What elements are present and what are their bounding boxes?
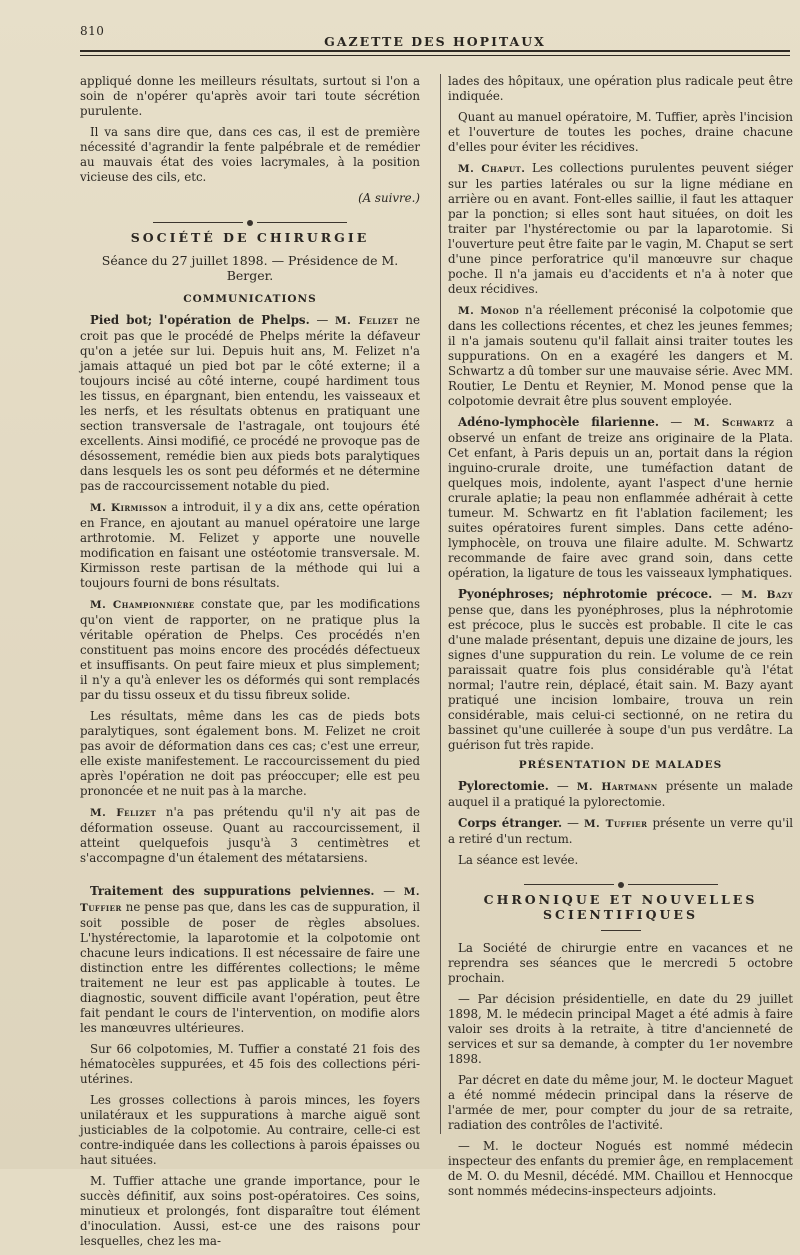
article-heading: Traitement des suppurations pelviennes. bbox=[90, 884, 375, 898]
article-text: n'a pas prétendu qu'il n'y ait pas de déformation osseuse. Quant au raccourcissement, il atteint quelquefois jusqu'à 3 centimètres et s'accompagne d'un étalement des métatarsiens. bbox=[80, 805, 421, 865]
journal-title: GAZETTE DES HOPITAUX bbox=[324, 34, 546, 49]
article-paragraph bbox=[80, 500, 420, 591]
article-text: présente un malade auquel il a pratiqué la pylorectomie. bbox=[448, 779, 794, 809]
article-text: pense que, dans les pyonéphroses, plus la néphrotomie est précoce, plus le succès est probable. Il cite le cas d'une malade présentant, depuis une dizaine de jours, les signes d'une suppuration du rein. Le volume de ce rein paraissait quatre fois plus considérable qu'à l'état normal; l'autre rein, déplacé, était sain. M. Bazy ayant pratiqué une incision lombaire, trouva un rein considérable, mais celui-ci sectionné, on ne retira du bassinet qu'une cuillerée à soupe d'un pus verdâtre. La guérison fut très rapide. bbox=[448, 603, 793, 752]
author-name: M. Monod bbox=[458, 305, 520, 317]
article-text: a introduit, il y a dix ans, cette opération en France, en ajoutant au manuel opératoire une large arthrotomie. M. Felizet y apporte une nouvelle modification en faisant une ostéotomie transversale. M. Kirmisson reste partisan de la méthode qui lui a toujours fourni de bons résultats. bbox=[80, 500, 420, 590]
paragraph: Les résultats, même dans les cas de pieds bots paralytiques, sont également bons. M. Felizet ne croit pas avoir de déformation dans ces cas; c'est une erreur, elle existe manifestement. Le raccourcissement du pied après l'opération ne doit pas préoccuper; elle est peu prononcée et ne nuit pas à la marche. bbox=[80, 709, 420, 798]
page-number: 810 bbox=[80, 24, 105, 38]
article-text: présente un verre qu'il a retiré d'un rectum. bbox=[448, 816, 794, 846]
article-text: n'a réellement préconisé la colpotomie que dans les collections récentes, et chez les jeunes femmes; il n'a jamais soutenu qu'il fallait ainsi traiter toutes les suppurations. On en a exagéré les dangers et M. Schwartz a dû tomber sur une mauvaise série. Avec MM. Routier, Le Dentu et Reynier, M. Monod pense que la colpotomie devrait être plus souvent employée. bbox=[448, 303, 793, 408]
page-header bbox=[80, 24, 790, 64]
author-name: M. Kirmisson bbox=[90, 502, 168, 514]
article-paragraph: Adéno-lymphocèle filarienne. — M. Schwartz a observé un enfant de treize ans originaire de la Plata. Cet enfant, à Paris depuis un an, portait dans la région inguino-crurale droite, une tuméfaction datant de quelques mois, indolente, ayant l'aspect d'une hernie crurale aplatie; la peau non enflammée adhérait à cette tumeur. M. Schwartz en fit l'ablation facilement; les suites opératoires furent simples. Dans cette adéno-lymphocèle, on trouva une filaire adulte. M. Schwartz recommande de faire avec grand soin, dans cette opération, la ligature de tous les vaisseaux lymphatiques. bbox=[448, 415, 794, 580]
author-name: M. Chaput. bbox=[458, 163, 526, 175]
to-be-continued: (A suivre.) bbox=[358, 191, 420, 205]
article-text: Les collections purulentes peuvent siéger sur les parties latérales ou sur la ligne médiane en arrière ou en avant. Font-elles saillie, il faut les attaquer par la ponction; si elles sont haut situées, on doit les traiter par l'hystérectomie ou par la laparotomie. Si l'ouverture peut être faite par le vagin, M. Chaput se sert d'une pince perforatrice qu'il manœuvre sur chaque poche. Il n'a jamais eu d'accidents et n'a à noter que deux récidives. bbox=[448, 161, 794, 296]
article-heading: Adéno-lymphocèle filarienne. bbox=[458, 415, 659, 429]
article-text: constate que, par les modifications qu'on vient de rapporter, on ne pratique plus la véritable opération de Phelps. Ces procédés n'en constituent pas moins encore des procédés défectueux et insuffisants. On peut faire mieux et plus simplement; il n'y a qu'à enlever les os déformés qui sont remplacés par du tissu osseux et du tissu fibreux solide. bbox=[80, 597, 420, 702]
article-heading: Pyonéphroses; néphrotomie précoce. bbox=[458, 587, 713, 601]
paragraph: appliqué donne les meilleurs résultats, surtout si l'on a soin de n'opérer qu'après avoir tari toute sécrétion purulente. bbox=[80, 74, 420, 118]
article-paragraph: Pyonéphroses; néphrotomie précoce. — M. Bazy pense que, dans les pyonéphroses, plus la néphrotomie est précoce, plus le succès est probable. Il cite le cas d'une malade présentant, depuis une dizaine de jours, les signes d'une suppuration du rein. Le volume de ce rein paraissait quatre fois plus considérable qu'à l'état normal; l'autre rein, déplacé, était sain. M. Bazy ayant pratiqué une incision lombaire, trouva un rein considérable, mais celui-ci sectionné, on ne retira du bassinet qu'une cuillerée à soupe d'un pus verdâtre. La guérison fut très rapide. bbox=[448, 587, 793, 752]
article-text: ne pense pas que, dans les cas de suppuration, il soit possible de poser de règles absolues. L'hystérectomie, la laparotomie et la colpotomie ont chacune leurs indications. Il est nécessaire de faire une distinction entre les différentes collections; le même traitement ne leur est pas applicable à toutes. Le diagnostic, souvent difficile avant l'opération, peut être fait pendant le cours de l'intervention, on modifie alors les manœuvres ultérieures. bbox=[80, 900, 421, 1035]
header-rule bbox=[80, 50, 790, 52]
author-name: M. Championnière bbox=[90, 599, 195, 611]
paragraph: Par décret en date du même jour, M. le docteur Maguet a été nommé médecin principal dans la réserve de l'armée de mer, pour compter du jour de sa retraite, radiation des contrôles de l'activité. bbox=[448, 1073, 793, 1132]
paragraph: Il va sans dire que, dans ces cas, il est de première nécessité d'agrandir la fente palpébrale et de remédier au mauvais état des voies lacrymales, à la position vicieuse des cils, etc. bbox=[80, 125, 420, 184]
paragraph: M. Tuffier attache une grande importance, pour le succès définitif, aux soins post-opératoires. Ces soins, minutieux et prolongés, font disparaître tout élément d'inoculation. Aussi, est-ce une des raisons pour lesquelles, chez les ma- bbox=[80, 1174, 420, 1248]
article-paragraph: Traitement des suppurations pelviennes. — M. Tuffier ne pense pas que, dans les cas de suppuration, il soit possible de poser de règles absolues. L'hystérectomie, la laparotomie et la colpotomie ont chacune leurs indications. Il est nécessaire de faire une distinction entre les différentes collections; le même traitement ne leur est pas applicable à toutes. Le diagnostic, souvent difficile avant l'opération, peut être fait pendant le cours de l'intervention, on modifie alors les manœuvres ultérieures. bbox=[80, 884, 421, 1035]
subsection-title: COMMUNICATIONS bbox=[183, 293, 317, 305]
article-paragraph bbox=[448, 303, 793, 409]
ornament-divider bbox=[448, 874, 793, 882]
article-paragraph: Pylorectomie. — M. Hartmann présente un malade auquel il a pratiqué la pylorectomie. bbox=[448, 779, 794, 809]
author-name: M. Tuffier bbox=[80, 886, 421, 914]
right-column bbox=[448, 74, 793, 1205]
session-line: Séance du 27 juillet 1898. — Présidence de M. Berger. bbox=[101, 253, 399, 283]
paragraph: — M. le docteur Nogués est nommé médecin inspecteur des enfants du premier âge, en remplacement de M. O. du Mesnil, décédé. MM. Chaillou et Hennocque sont nommés médecins-inspecteurs adjoints. bbox=[448, 1139, 793, 1198]
paragraph: Quant au manuel opératoire, M. Tuffier, après l'incision et l'ouverture de toutes les poches, draine chacune d'elles pour éviter les récidives. bbox=[448, 110, 793, 154]
paragraph: Sur 66 colpotomies, M. Tuffier a constaté 21 fois des hématocèles suppurées, et 45 fois des collections péri-utérines. bbox=[80, 1042, 420, 1086]
paragraph: Les grosses collections à parois minces, les foyers unilatéraux et les suppurations à marche aiguë sont justiciables de la colpotomie. Au contraire, celle-ci est contre-indiquée dans les collections à parois épaisses ou haut situées. bbox=[80, 1093, 420, 1167]
section-title: SOCIÉTÉ DE CHIRURGIE bbox=[130, 230, 370, 245]
article-text: a observé un enfant de treize ans originaire de la Plata. Cet enfant, à Paris depuis un an, portait dans la région inguino-crurale droite, une tuméfaction datant de quelques mois, indolente, ayant l'aspect d'une hernie crurale aplatie; la peau non enflammée adhérait à cette tumeur. M. Schwartz en fit l'ablation facilement; les suites opératoires furent simples. Dans cette adéno-lymphocèle, on trouva une filaire adulte. M. Schwartz recommande de faire avec grand soin, dans cette opération, la ligature de tous les vaisseaux lymphatiques. bbox=[448, 415, 794, 580]
article-paragraph bbox=[448, 161, 793, 297]
ornament-divider bbox=[80, 212, 420, 220]
author-name: M. Schwartz bbox=[693, 417, 775, 429]
section-title: CHRONIQUE ET NOUVELLES SCIENTIFIQUES bbox=[483, 892, 758, 922]
article-paragraph bbox=[80, 805, 420, 866]
author-name: M. Felizet bbox=[335, 315, 399, 327]
author-name: M. Hartmann bbox=[576, 781, 658, 793]
header-rule-thin bbox=[80, 55, 790, 56]
column-divider bbox=[440, 74, 441, 1134]
article-heading: Corps étranger. bbox=[458, 816, 563, 830]
article-text: ne croit pas que le procédé de Phelps mérite la défaveur qu'on a jetée sur lui. Depuis huit ans, M. Felizet n'a jamais attaqué un pied bot par le côté externe; il a toujours incisé au côté interne, coupé hardiment tous les tissus, en épargnant, bien entendu, les vaisseaux et les nerfs, et les résultats obtenus en pratiquant une section transversale de l'astragale, ont toujours été excellents. Ainsi modifié, ce procédé ne provoque pas de désossement, remédie bien aux pieds bots paralytiques dans lesquels les os sont peu déformés et ne détermine pas de raccourcissement notable du pied. bbox=[80, 313, 421, 493]
author-name: M. Felizet bbox=[90, 807, 157, 819]
short-rule bbox=[601, 930, 641, 931]
left-column bbox=[80, 74, 420, 1255]
subsection-title: PRÉSENTATION DE MALADES bbox=[518, 759, 723, 771]
article-heading: Pylorectomie. bbox=[458, 779, 549, 793]
paragraph: La Société de chirurgie entre en vacances et ne reprendra ses séances que le mercredi 5 octobre prochain. bbox=[448, 941, 793, 985]
author-name: M. Bazy bbox=[741, 589, 793, 601]
author-name: M. Tuffier bbox=[583, 818, 648, 830]
article-paragraph: Pied bot; l'opération de Phelps. — M. Felizet ne croit pas que le procédé de Phelps mérite la défaveur qu'on a jetée sur lui. Depuis huit ans, M. Felizet n'a jamais attaqué un pied bot par le côté externe; il a toujours incisé au côté interne, coupé hardiment tous les tissus, en épargnant, bien entendu, les vaisseaux et les nerfs, et les résultats obtenus en pratiquant une section transversale de l'astragale, ont toujours été excellents. Ainsi modifié, ce procédé ne provoque pas de désossement, remédie bien aux pieds bots paralytiques dans lesquels les os sont peu déformés et ne détermine pas de raccourcissement notable du pied. bbox=[80, 313, 421, 493]
article-paragraph: Corps étranger. — M. Tuffier présente un verre qu'il a retiré d'un rectum. bbox=[448, 816, 794, 846]
paragraph: — Par décision présidentielle, en date du 29 juillet 1898, M. le médecin principal Maget a été admis à faire valoir ses droits à la retraite, à titre d'ancienneté de services et sur sa demande, à compter du 1er novembre 1898. bbox=[448, 992, 793, 1066]
article-paragraph bbox=[80, 597, 420, 703]
paragraph: lades des hôpitaux, une opération plus radicale peut être indiquée. bbox=[448, 74, 793, 103]
closing-line: La séance est levée. bbox=[458, 853, 579, 867]
article-heading: Pied bot; l'opération de Phelps. bbox=[90, 313, 310, 327]
